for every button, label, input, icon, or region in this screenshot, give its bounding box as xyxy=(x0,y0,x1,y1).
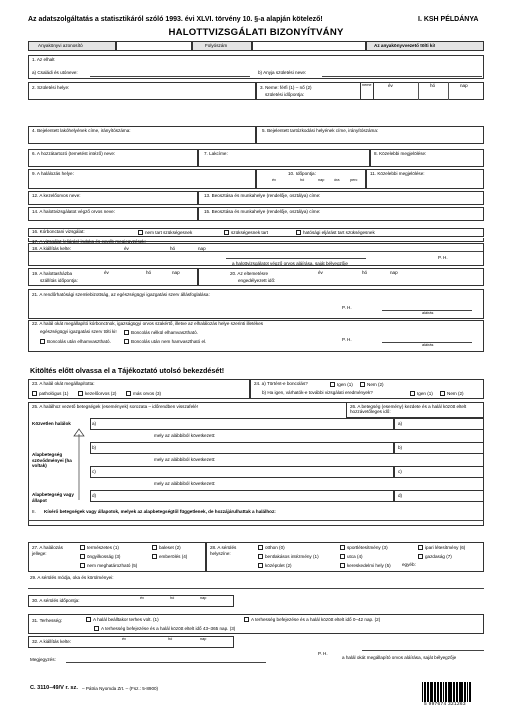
checkbox-31-2[interactable] xyxy=(244,617,249,622)
serial-field[interactable] xyxy=(252,41,366,51)
checkbox-22c[interactable] xyxy=(124,339,129,344)
checkbox-23b[interactable] xyxy=(78,391,83,396)
checkbox-28-3[interactable] xyxy=(340,545,345,550)
checkbox-28-0[interactable] xyxy=(258,545,263,550)
sequence-arrow-icon xyxy=(72,428,86,504)
checkbox-28-2[interactable] xyxy=(258,563,263,568)
checkbox-28-7[interactable] xyxy=(418,554,423,559)
form-page: Az adatszolgáltatás a statisztikáról szóló 1993. évi XLVI. törvény 10. §-a alapján kötelező! I. KSH PÉLDÁNYA HALOTTVIZSGÁLATI BIZONYÍTVÁNY Anyakönyvi azonosító Folyószám Az anyakönyvvezető tölti ki! 1. Az elhalt a) Családi és utóneve: b) Anyja születési neve: 2. Születési helye: 3. Neme: férfi (1) – nő (2) születési időpontja: neme év hó nap 4. Bejelentett lakóhelyének címe, irányítószáma: 5. Bejelentett tartózkodási helyének címe, irányítószáma: 6. A hozzátartozó (temetést intéző) neve: 7. Lakcíme: 8. Közelebbi megjelölése: 9. A halálozás helye: 10. Időpontja: év hó nap óra perc 11. Közelebbi megjelölése: 12. A kezelőorvos neve: 13. Beosztása és munkahelye (rendelője, osztálya) címe: 14. A halottvizsgálatot végző orvos neve: 15. Beosztása és munkahelye (rendelője, osztálya) címe: 16. Kórbonctani vizsgálat: nem tart szükségesnek szükségesnek tart hatósági eljárást tart szükségesnek 17. A vizsgálat (eljárás) indoka és egyéb megjegyzések: 18. A kiállítás kelte: év hó nap a halottvizsgálatot végző orvos aláírása, saját bélyegzője P. H. 19. A halottasházba szállítás időpontja: év hó nap 20. Az eltemetésre engedélyezett idő: év hó nap 21. A rendőrhatósági szemlebizottság, az egészségügyi igazgatási szerv állásfoglalása: P. H. aláírás 22. A halál okát megállapító kórbonctnok, igazságügyi orvos szakértő, illetve az elhalálozás helye szerinti illetékes egészségügyi igazgatási szerv tölti ki! Boncolás nélkül elhamvasztható. Boncolás után elhamvasztható. Boncolás után nem hamvasztható el. P. H. aláírás Kitöltés előtt olvassa el a Tájékoztató utolsó bekezdését! 23. A halál okát megállapította: pathológus (1) kezelőorvos (2) más orvos (3) 24. a) Történt-e boncolás? Igen (1) Nem (2) b) Ha igen, várhatók-e további vizsgálati eredmények? Igen (1) Nem (2) 25. A halálhoz vezető betegségek (események) sorozata – időrendben visszafelé! 26. A betegség (esemény) kezdete és a halál között eltelt hozzávetőleges idő: Közvetlen halálok a) a) mely az alábbiból következett: Alapbetegség szövődményei (ha voltak) b) b) mely az alábbiból következett: c) c) mely az alábbiból következett: Alapbetegség vagy állapot d) d) II. Kísérő betegségek vagy állapotok, melyek az alapbetegségtől függetlenek, de hozzájárulhattak a halálhoz: 27. A halálozás jellege: természetes (1) baleset (2) öngyilkosság (3) emberölés (4) nem meghatározható (5) 28. A sérülés helyszíne: otthon (0) bentlakásos intézmény (1) középület (2) sportlétesítmény (3) utca (4) kereskedelmi hely (5) ipari létesítmény (6) gazdaság (7) egyéb: 29. A sérülés módja, oka és körülményei: 30. A sérülés időpontja: év hó nap 31. Terhesség: A halál beálltakor terhes volt. (1) A terhesség befejezése és a halál között eltelt idő 0–42 nap. (2) A terhesség befejezése és a halál között eltelt idő 43–365 nap. (3) 32. A kiállítás kelte: év hó nap P. H. a halál okát megállapító orvos aláírása, saját bélyegzője Megjegyzés: C. 3110–49/V r. sz. – Pátria Nyomda Zrt. – (Fsz.: 5-8900) 5 997674 321263 xyxy=(0,0,512,724)
checkbox-24b-no[interactable] xyxy=(440,391,445,396)
form-title: HALOTTVIZSGÁLATI BIZONYÍTVÁNY xyxy=(168,27,344,38)
checkbox-23a[interactable] xyxy=(32,391,37,396)
field-1a-label: a) Családi és utóneve: xyxy=(32,70,78,75)
field-13-label: 13. Beosztása és munkahelye (rendelője, osztálya) címe: xyxy=(204,193,321,198)
field-8-label: 8. Közelebbi megjelölése: xyxy=(374,151,427,156)
cause-a-field[interactable] xyxy=(90,418,394,430)
checkbox-27-4[interactable] xyxy=(152,554,157,559)
field-28-label: 28. A sérülés helyszíne: xyxy=(210,545,237,556)
checkbox-31-3[interactable] xyxy=(94,626,99,631)
field-26-label: 26. A betegség (esemény) kezdete és a halál között eltelt hozzávetőleges idő: xyxy=(350,404,467,415)
checkbox-16c[interactable] xyxy=(296,230,301,235)
field-3b-label: születési időpontja: xyxy=(265,92,305,97)
interval-d-field[interactable] xyxy=(394,490,484,502)
field-15-label: 15. Beosztása és munkahelye (rendelője, osztálya) címe: xyxy=(204,209,321,214)
remarks-label: Megjegyzés: xyxy=(30,657,56,662)
field-27-label: 27. A halálozás jellege: xyxy=(32,545,63,556)
checkbox-28-4[interactable] xyxy=(340,554,345,559)
field-4-label: 4. Bejelentett lakóhelyének címe, irányítószáma: xyxy=(32,128,131,133)
cause-c-field[interactable] xyxy=(90,466,394,478)
checkbox-27-3[interactable] xyxy=(80,554,85,559)
copy-label: I. KSH PÉLDÁNYA xyxy=(418,16,479,23)
checkbox-27-2[interactable] xyxy=(152,545,157,550)
checkbox-24b-yes[interactable] xyxy=(410,391,415,396)
checkbox-27-5[interactable] xyxy=(80,563,85,568)
examiner-signature-caption: a halottvizsgálatot végző orvos aláírása, saját bélyegzője xyxy=(232,261,348,266)
field-7-label: 7. Lakcíme: xyxy=(204,151,228,156)
interval-a-field[interactable] xyxy=(394,418,484,430)
field-10-label: 10. Időpontja: xyxy=(288,171,316,176)
checkbox-24a-no[interactable] xyxy=(360,382,365,387)
checkbox-28-1[interactable] xyxy=(258,554,263,559)
checkbox-16a[interactable] xyxy=(138,230,143,235)
printer-note: – Pátria Nyomda Zrt. – (Fsz.: 5-8900) xyxy=(82,686,159,691)
checkbox-28-5[interactable] xyxy=(340,563,345,568)
registry-id-field[interactable] xyxy=(116,41,192,51)
registrar-fill-note: Az anyakönyvvezető tölti ki! xyxy=(374,43,436,48)
interval-b-field[interactable] xyxy=(394,442,484,454)
cause-b-field[interactable] xyxy=(90,442,394,454)
other-conditions-label: Kísérő betegségek vagy állapotok, melyek az alapbetegségtől függetlenek, de hozzájárulhattak a halálhoz: xyxy=(44,509,276,514)
field-6-label: 6. A hozzátartozó (temetést intéző) neve: xyxy=(32,151,116,156)
form-code: C. 3110–49/V r. sz. xyxy=(30,685,78,691)
checkbox-31-1[interactable] xyxy=(86,617,91,622)
final-signature-caption: a halál okát megállapító orvos aláírása, saját bélyegzője xyxy=(342,655,457,660)
serial-label: Folyószám xyxy=(205,43,228,48)
instructions-banner: Kitöltés előtt olvassa el a Tájékoztató utolsó bekezdését! xyxy=(30,366,225,375)
field-1b-label: b) Anyja születési neve: xyxy=(258,70,307,75)
field-3-label: 3. Neme: férfi (1) – nő (2) xyxy=(260,85,312,90)
cause-d-field[interactable] xyxy=(90,490,394,502)
field-18-label: 18. A kiállítás kelte: xyxy=(32,246,72,251)
field-16-label: 16. Kórbonctani vizsgálat: xyxy=(32,229,85,234)
barcode-icon xyxy=(422,682,486,704)
field-17-label: 17. A vizsgálat (eljárás) indoka és egyéb megjegyzések: xyxy=(32,239,146,244)
field-9-label: 9. A halálozás helye: xyxy=(32,171,74,176)
underlying-condition-label: Alapbetegség vagy állapot xyxy=(32,492,74,503)
checkbox-22b[interactable] xyxy=(40,339,45,344)
field-22-label: 22. A halál okát megállapító kórbonctnok, igazságügyi orvos szakértő, illetve az elhalálozás helye szerinti illetékes xyxy=(32,321,264,326)
checkbox-16b[interactable] xyxy=(224,230,229,235)
barcode-digits: 5 997674 321263 xyxy=(424,702,466,707)
field-12-label: 12. A kezelőorvos neve: xyxy=(32,193,81,198)
checkbox-28-6[interactable] xyxy=(418,545,423,550)
field-5-label: 5. Bejelentett tartózkodási helyének címe, irányítószáma: xyxy=(262,128,379,133)
field-29-label: 29. A sérülés módja, oka és körülményei: xyxy=(30,575,114,580)
registry-id-label: Anyakönyvi azonosító xyxy=(38,43,83,48)
field-11-label: 11. Közelebbi megjelölése: xyxy=(370,171,425,176)
immediate-cause-label: Közvetlen halálok xyxy=(32,421,71,426)
checkbox-24a-yes[interactable] xyxy=(330,382,335,387)
checkbox-27-1[interactable] xyxy=(80,545,85,550)
field-2-label: 2. Születési helye: xyxy=(32,85,70,90)
interval-c-field[interactable] xyxy=(394,466,484,478)
field-21-label: 21. A rendőrhatósági szemlebizottság, az egészségügyi igazgatási szerv állásfoglalása: xyxy=(32,292,210,297)
checkbox-22a[interactable] xyxy=(124,330,129,335)
checkbox-23c[interactable] xyxy=(126,391,131,396)
field-25-label: 25. A halálhoz vezető betegségek (események) sorozata – időrendben visszafelé! xyxy=(32,404,198,409)
complications-label: Alapbetegség szövődményei (ha voltak) xyxy=(32,452,72,468)
legal-notice: Az adatszolgáltatás a statisztikáról szóló 1993. évi XLVI. törvény 10. §-a alapján kötelező! xyxy=(28,16,323,23)
field-14-label: 14. A halottvizsgálatot végző orvos neve: xyxy=(32,209,115,214)
field-1-label: 1. Az elhalt xyxy=(32,57,55,62)
